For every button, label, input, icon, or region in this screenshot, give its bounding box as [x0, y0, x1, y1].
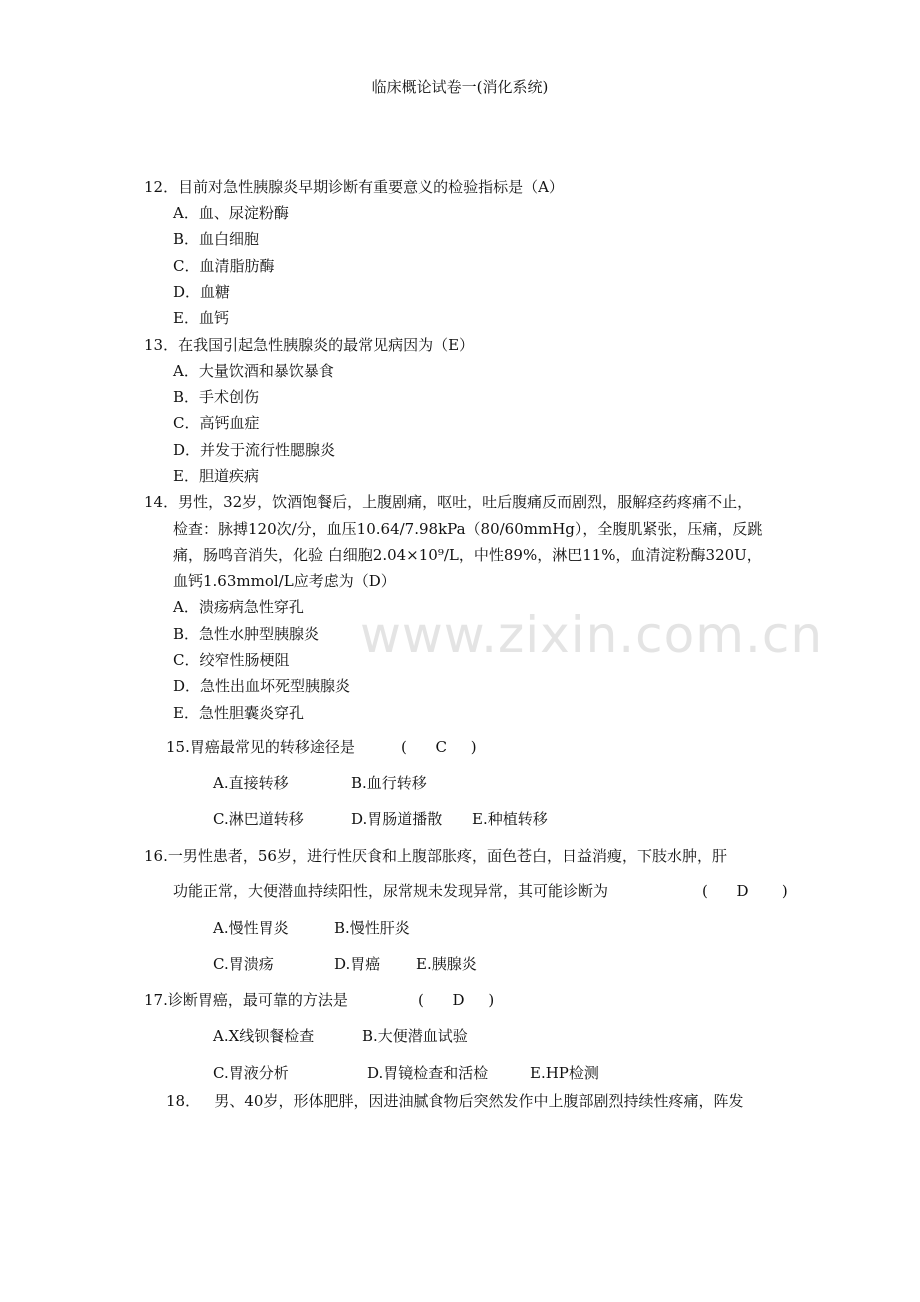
watermark: www.zixin.com.cn — [360, 606, 824, 664]
option-b: B.大便潜血试验 — [362, 1027, 468, 1045]
option-b: B．急性水肿型胰腺炎 — [173, 625, 320, 643]
option-e: E.种植转移 — [472, 810, 548, 828]
question-stem-line-2: 检查：脉搏120次/分，血压10.64/7.98kPa（80/60mmHg），全腹肌紧张，压痛，反跳 — [173, 520, 763, 538]
option-d: D.胃癌 — [334, 955, 381, 973]
option-a: A.直接转移 — [213, 774, 289, 792]
option-d: D.胃肠道播散 — [351, 810, 443, 828]
option-e: E.HP检测 — [530, 1064, 599, 1082]
question-stem: 15.胃癌最常见的转移途径是 — [166, 738, 355, 756]
option-a: A.慢性胃炎 — [213, 919, 289, 937]
option-c: C.胃溃疡 — [213, 955, 274, 973]
option-e: E．胆道疾病 — [173, 467, 259, 485]
option-d: D.胃镜检查和活检 — [367, 1064, 489, 1082]
question-stem: 12．目前对急性胰腺炎早期诊断有重要意义的检验指标是（A） — [144, 178, 564, 196]
option-d: D．血糖 — [173, 283, 231, 301]
question-stem: 13．在我国引起急性胰腺炎的最常见病因为（E） — [144, 336, 475, 354]
option-c: C．绞窄性肠梗阻 — [173, 651, 290, 669]
option-c: C．高钙血症 — [173, 414, 260, 432]
question-stem-line-2: 功能正常，大便潜血持续阳性，尿常规未发现异常，其可能诊断为 — [173, 882, 609, 900]
document-title: 临床概论试卷一(消化系统) — [371, 78, 549, 96]
option-a: A．溃疡病急性穿孔 — [173, 598, 304, 616]
question-stem: 17.诊断胃癌，最可靠的方法是 — [144, 991, 348, 1009]
option-d: D．并发于流行性腮腺炎 — [173, 441, 336, 459]
option-e: E.胰腺炎 — [416, 955, 477, 973]
question-stem-line-1: 16.一男性患者，56岁，进行性厌食和上腹部胀疼，面色苍白，日益消瘦，下肢水肿，肝 — [144, 847, 727, 865]
option-c: C.胃液分析 — [213, 1064, 289, 1082]
question-stem: 18． 男、40岁，形体肥胖，因进油腻食物后突然发作中上腹部剧烈持续性疼痛，阵发 — [166, 1092, 744, 1110]
answer-bracket: ( D ) — [702, 882, 788, 900]
option-b: B．手术创伤 — [173, 388, 260, 406]
option-d: D．急性出血坏死型胰腺炎 — [173, 677, 351, 695]
option-a: A．大量饮酒和暴饮暴食 — [173, 362, 334, 380]
option-b: B．血白细胞 — [173, 230, 260, 248]
question-stem-line-4: 血钙1.63mmol/L应考虑为（D） — [173, 572, 396, 590]
question-stem-line-3: 痛，肠鸣音消失，化验 白细胞2.04×10⁹/L，中性89%，淋巴11%，血清淀粉酶320U， — [173, 546, 762, 564]
option-e: E．血钙 — [173, 309, 229, 327]
option-a: A．血、尿淀粉酶 — [173, 204, 289, 222]
answer-bracket: ( D ) — [418, 991, 495, 1009]
option-b: B.血行转移 — [351, 774, 427, 792]
option-c: C.淋巴道转移 — [213, 810, 304, 828]
option-c: C．血清脂肪酶 — [173, 257, 275, 275]
option-e: E．急性胆囊炎穿孔 — [173, 704, 304, 722]
option-a: A.X线钡餐检查 — [213, 1027, 315, 1045]
answer-bracket: ( C ) — [401, 738, 477, 756]
question-stem-line-1: 14．男性，32岁，饮酒饱餐后，上腹剧痛，呕吐，吐后腹痛反而剧烈，服解痉药疼痛不止， — [144, 493, 753, 511]
option-b: B.慢性肝炎 — [334, 919, 410, 937]
